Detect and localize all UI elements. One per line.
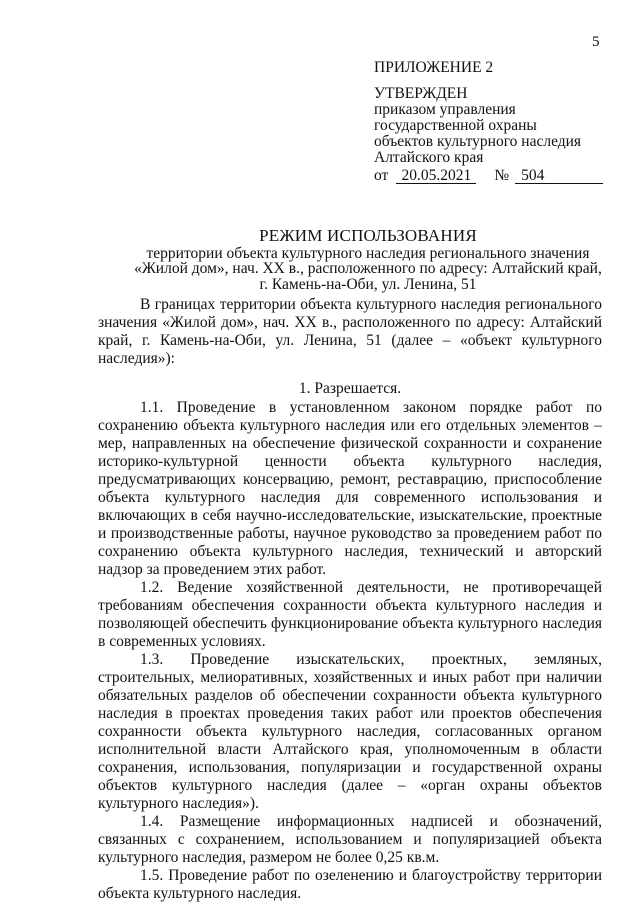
appendix-title: ПРИЛОЖЕНИЕ 2 [374, 59, 494, 76]
approval-line: государственной охраны [374, 117, 537, 134]
date-prefix: от [374, 167, 389, 184]
section-title: 1. Разрешается. [298, 380, 402, 397]
approval-block [374, 60, 603, 184]
approval-line: приказом управления [374, 101, 516, 118]
regime-subtitle-line: «Жилой дом», нач. XX в., расположенного по адресу: Алтайский край, [134, 260, 602, 277]
order-date: 20.05.2021 [396, 168, 476, 184]
regime-heading: РЕЖИМ ИСПОЛЬЗОВАНИЯ [259, 226, 477, 245]
approval-line: объектов культурного наследия [374, 133, 582, 150]
intro-paragraph: В границах территории объекта культурного наследия регионального значения «Жилой дом», нач. XX в., расположенного по адресу: Алтайский край, г. Камень-на-Оби, ул. Ленина, 51 (далее – «объект культурного наследия»): [98, 296, 602, 367]
approved-label: УТВЕРЖДЕН [374, 85, 468, 102]
page-number: 5 [592, 34, 600, 50]
order-number: 504 [515, 168, 603, 184]
item-paragraph: 1.3. Проведение изыскательских, проектных, земляных, строительных, мелиоративных, хозяйственных и иных работ при наличии обязательных разделов об обеспечении сохранности объекта культурного наследия в проектах проведения таких работ или проектов обеспечения сохранности объекта культурного наследия, согласованных органом исполнительной власти Алтайского края, уполномоченным в области сохранения, использования, популяризации и государственной охраны объектов культурного наследия (далее – «орган охраны объектов культурного наследия»). [98, 651, 602, 812]
approval-line: Алтайского края [374, 149, 484, 166]
document-body [98, 296, 602, 903]
item-paragraph: 1.2. Ведение хозяйственной деятельности, не противоречащей требованиям обеспечения сохранности объекта культурного наследия и позволяющей обеспечить функционирование объекта культурного наследия в современных условиях. [98, 579, 602, 650]
item-paragraph: 1.1. Проведение в установленном законом порядке работ по сохранению объекта культурного наследия или его отдельных элементов – мер, направленных на обеспечение физической сохранности и сохранение историко-культурной ценности объекта культурного наследия, предусматривающих консервацию, ремонт, реставрацию, приспособление объекта культурного наследия для современного использования и включающих в себя научно-исследовательские, изыскательские, проектные и производственные работы, научное руководство за проведением работ по сохранению объекта культурного наследия, технический и авторский надзор за проведением этих работ. [98, 399, 602, 578]
item-paragraph: 1.4. Размещение информационных надписей и обозначений, связанных с сохранением, использованием и популяризацией объекта культурного наследия, размером не более 0,25 кв.м. [98, 813, 602, 866]
number-label: № [494, 167, 510, 184]
order-date-number [374, 168, 603, 184]
regime-subtitle-line: территории объекта культурного наследия регионального значения [146, 244, 590, 262]
regime-subtitle-line: г. Камень-на-Оби, ул. Ленина, 51 [259, 275, 477, 293]
regime-title-block [96, 228, 640, 292]
item-paragraph: 1.5. Проведение работ по озеленению и благоустройству территории объекта культурного наследия. [98, 867, 602, 902]
